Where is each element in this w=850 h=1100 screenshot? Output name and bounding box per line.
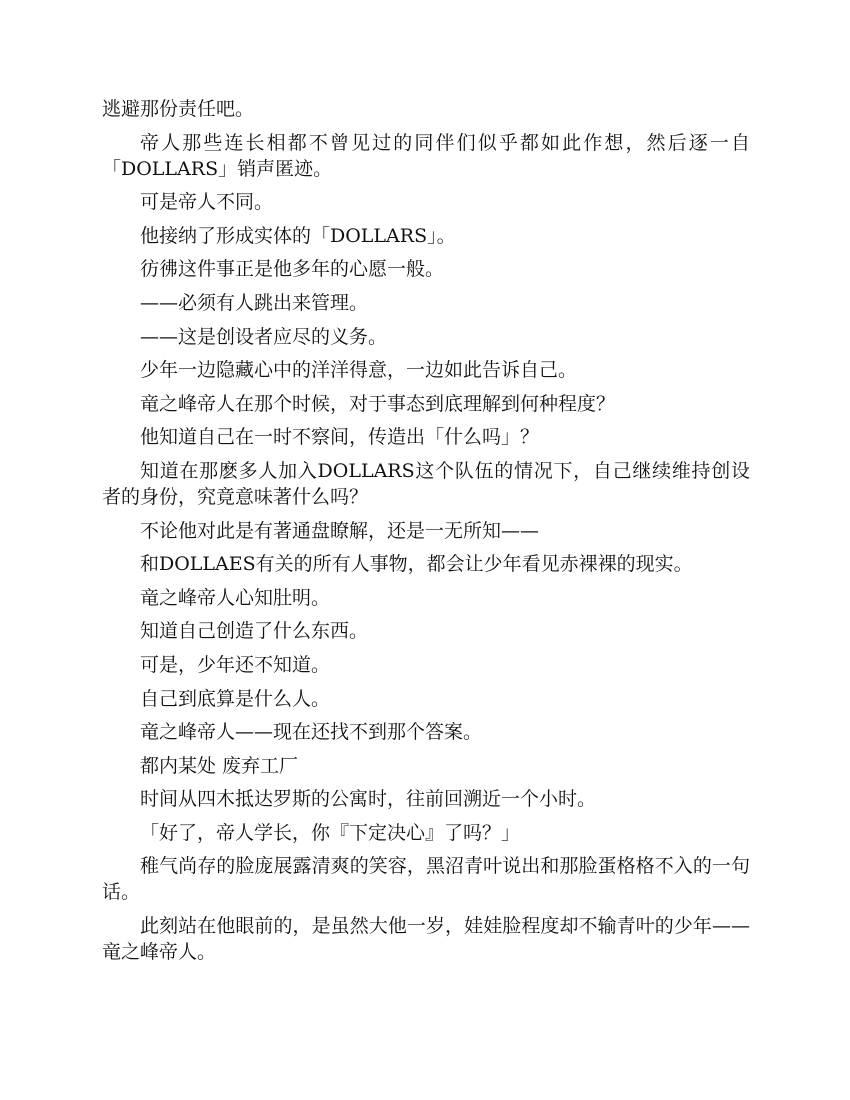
paragraph: 自己到底算是什么人。 [140, 687, 331, 710]
paragraph: 竜之峰帝人心知肚明。 [140, 586, 331, 609]
paragraph: 少年一边隐藏心中的洋洋得意，一边如此告诉自己。 [140, 359, 578, 382]
paragraph: 时间从四木抵达罗斯的公寓时，往前回溯近一个小时。 [140, 788, 597, 811]
paragraph: 和DOLLAES有关的所有人事物，都会让少年看见赤裸裸的现实。 [140, 553, 693, 576]
paragraph: 此刻站在他眼前的，是虽然大他一岁，娃娃脸程度却不输青叶的少年——竜之峰帝人。 [102, 915, 750, 964]
paragraph: 可是帝人不同。 [140, 191, 274, 214]
paragraph: 可是，少年还不知道。 [140, 653, 331, 676]
paragraph: 竜之峰帝人在那个时候，对于事态到底理解到何种程度？ [140, 392, 616, 415]
paragraph: 都内某处 废弃工厂 [140, 754, 299, 777]
document-page [102, 96, 750, 973]
paragraph: 逃避那份责任吧。 [102, 98, 255, 120]
paragraph: 帝人那些连长相都不曾见过的同伴们似乎都如此作想，然后逐一自「DOLLARS」销声匿迹。 [102, 131, 750, 180]
paragraph: 稚气尚存的脸庞展露清爽的笑容，黑沼青叶说出和那脸蛋格格不入的一句话。 [102, 855, 750, 904]
paragraph: 「好了，帝人学长，你『下定决心』了吗？」 [140, 821, 521, 844]
paragraph: 彷彿这件事正是他多年的心愿一般。 [140, 258, 445, 281]
paragraph: ——必须有人跳出来管理。 [140, 291, 369, 314]
paragraph: ——这是创设者应尽的义务。 [140, 325, 388, 348]
paragraph: 知道自己创造了什么东西。 [140, 620, 369, 643]
paragraph: 不论他对此是有著通盘瞭解，还是一无所知—— [140, 519, 540, 542]
paragraph: 他接纳了形成实体的「DOLLARS」。 [140, 224, 456, 247]
paragraph: 竜之峰帝人——现在还找不到那个答案。 [140, 721, 483, 744]
paragraph: 他知道自己在一时不察间，传造出「什么吗」？ [140, 426, 540, 449]
paragraph: 知道在那麽多人加入DOLLARS这个队伍的情况下，自己继续维持创设者的身份，究竟意味著什么吗？ [102, 459, 750, 508]
